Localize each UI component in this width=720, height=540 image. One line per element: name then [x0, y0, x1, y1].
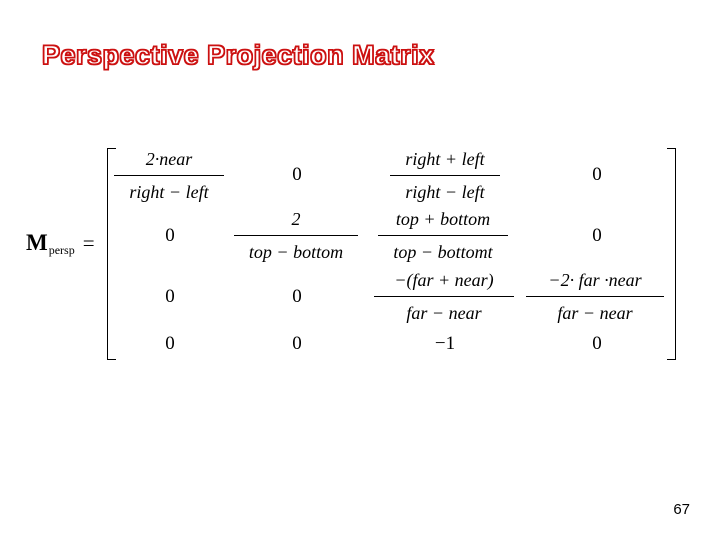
slide-number: 67: [673, 501, 690, 518]
matrix-letter: M: [26, 230, 48, 255]
cell-r1c1-denominator: top − bottom: [248, 242, 344, 262]
cell-r2c1: 0: [292, 286, 302, 307]
cell-r3c2: −1: [434, 333, 456, 354]
cell-r1c1: [234, 206, 358, 265]
cell-r0c3: 0: [592, 164, 602, 185]
cell-r3c3: 0: [592, 333, 602, 354]
cell-r3c1: 0: [292, 333, 302, 354]
cell-r0c2: [390, 146, 500, 205]
matrix-subscript: persp: [48, 243, 75, 257]
cell-r0c2-numerator: right + left: [405, 149, 485, 169]
cell-r1c2-numerator: top + bottom: [395, 209, 491, 229]
cell-r0c2-denominator: right − left: [405, 182, 485, 202]
cell-r2c2: [374, 267, 514, 326]
fraction-bar: [114, 175, 224, 176]
cell-r0c0-numerator: 2·near: [145, 149, 193, 169]
cell-r2c2-numerator: −(far + near): [394, 270, 494, 290]
cell-r1c2-denominator: top − bottomt: [393, 242, 493, 262]
fraction-bar: [378, 235, 508, 236]
right-bracket: [667, 148, 676, 360]
equals-sign: =: [82, 231, 95, 255]
cell-r1c3: 0: [592, 225, 602, 246]
cell-r1c0: 0: [165, 225, 175, 246]
fraction-bar: [526, 296, 664, 297]
cell-r2c3: [526, 267, 664, 326]
cell-r0c0-denominator: right − left: [129, 182, 209, 202]
fraction-bar: [390, 175, 500, 176]
cell-r1c2: [378, 206, 508, 265]
cell-r2c3-denominator: far − near: [557, 303, 633, 323]
cell-r2c0: 0: [165, 286, 175, 307]
slide-title: Perspective Projection Matrix: [42, 40, 435, 70]
fraction-bar: [234, 235, 358, 236]
cell-r2c3-numerator: −2· far ·near: [548, 270, 642, 290]
cell-r0c0: [114, 146, 224, 205]
cell-r2c2-denominator: far − near: [406, 303, 482, 323]
matrix-symbol: [26, 230, 95, 256]
cell-r0c1: 0: [292, 164, 302, 185]
fraction-bar: [374, 296, 514, 297]
cell-r1c1-numerator: 2: [291, 209, 301, 229]
cell-r3c0: 0: [165, 333, 175, 354]
